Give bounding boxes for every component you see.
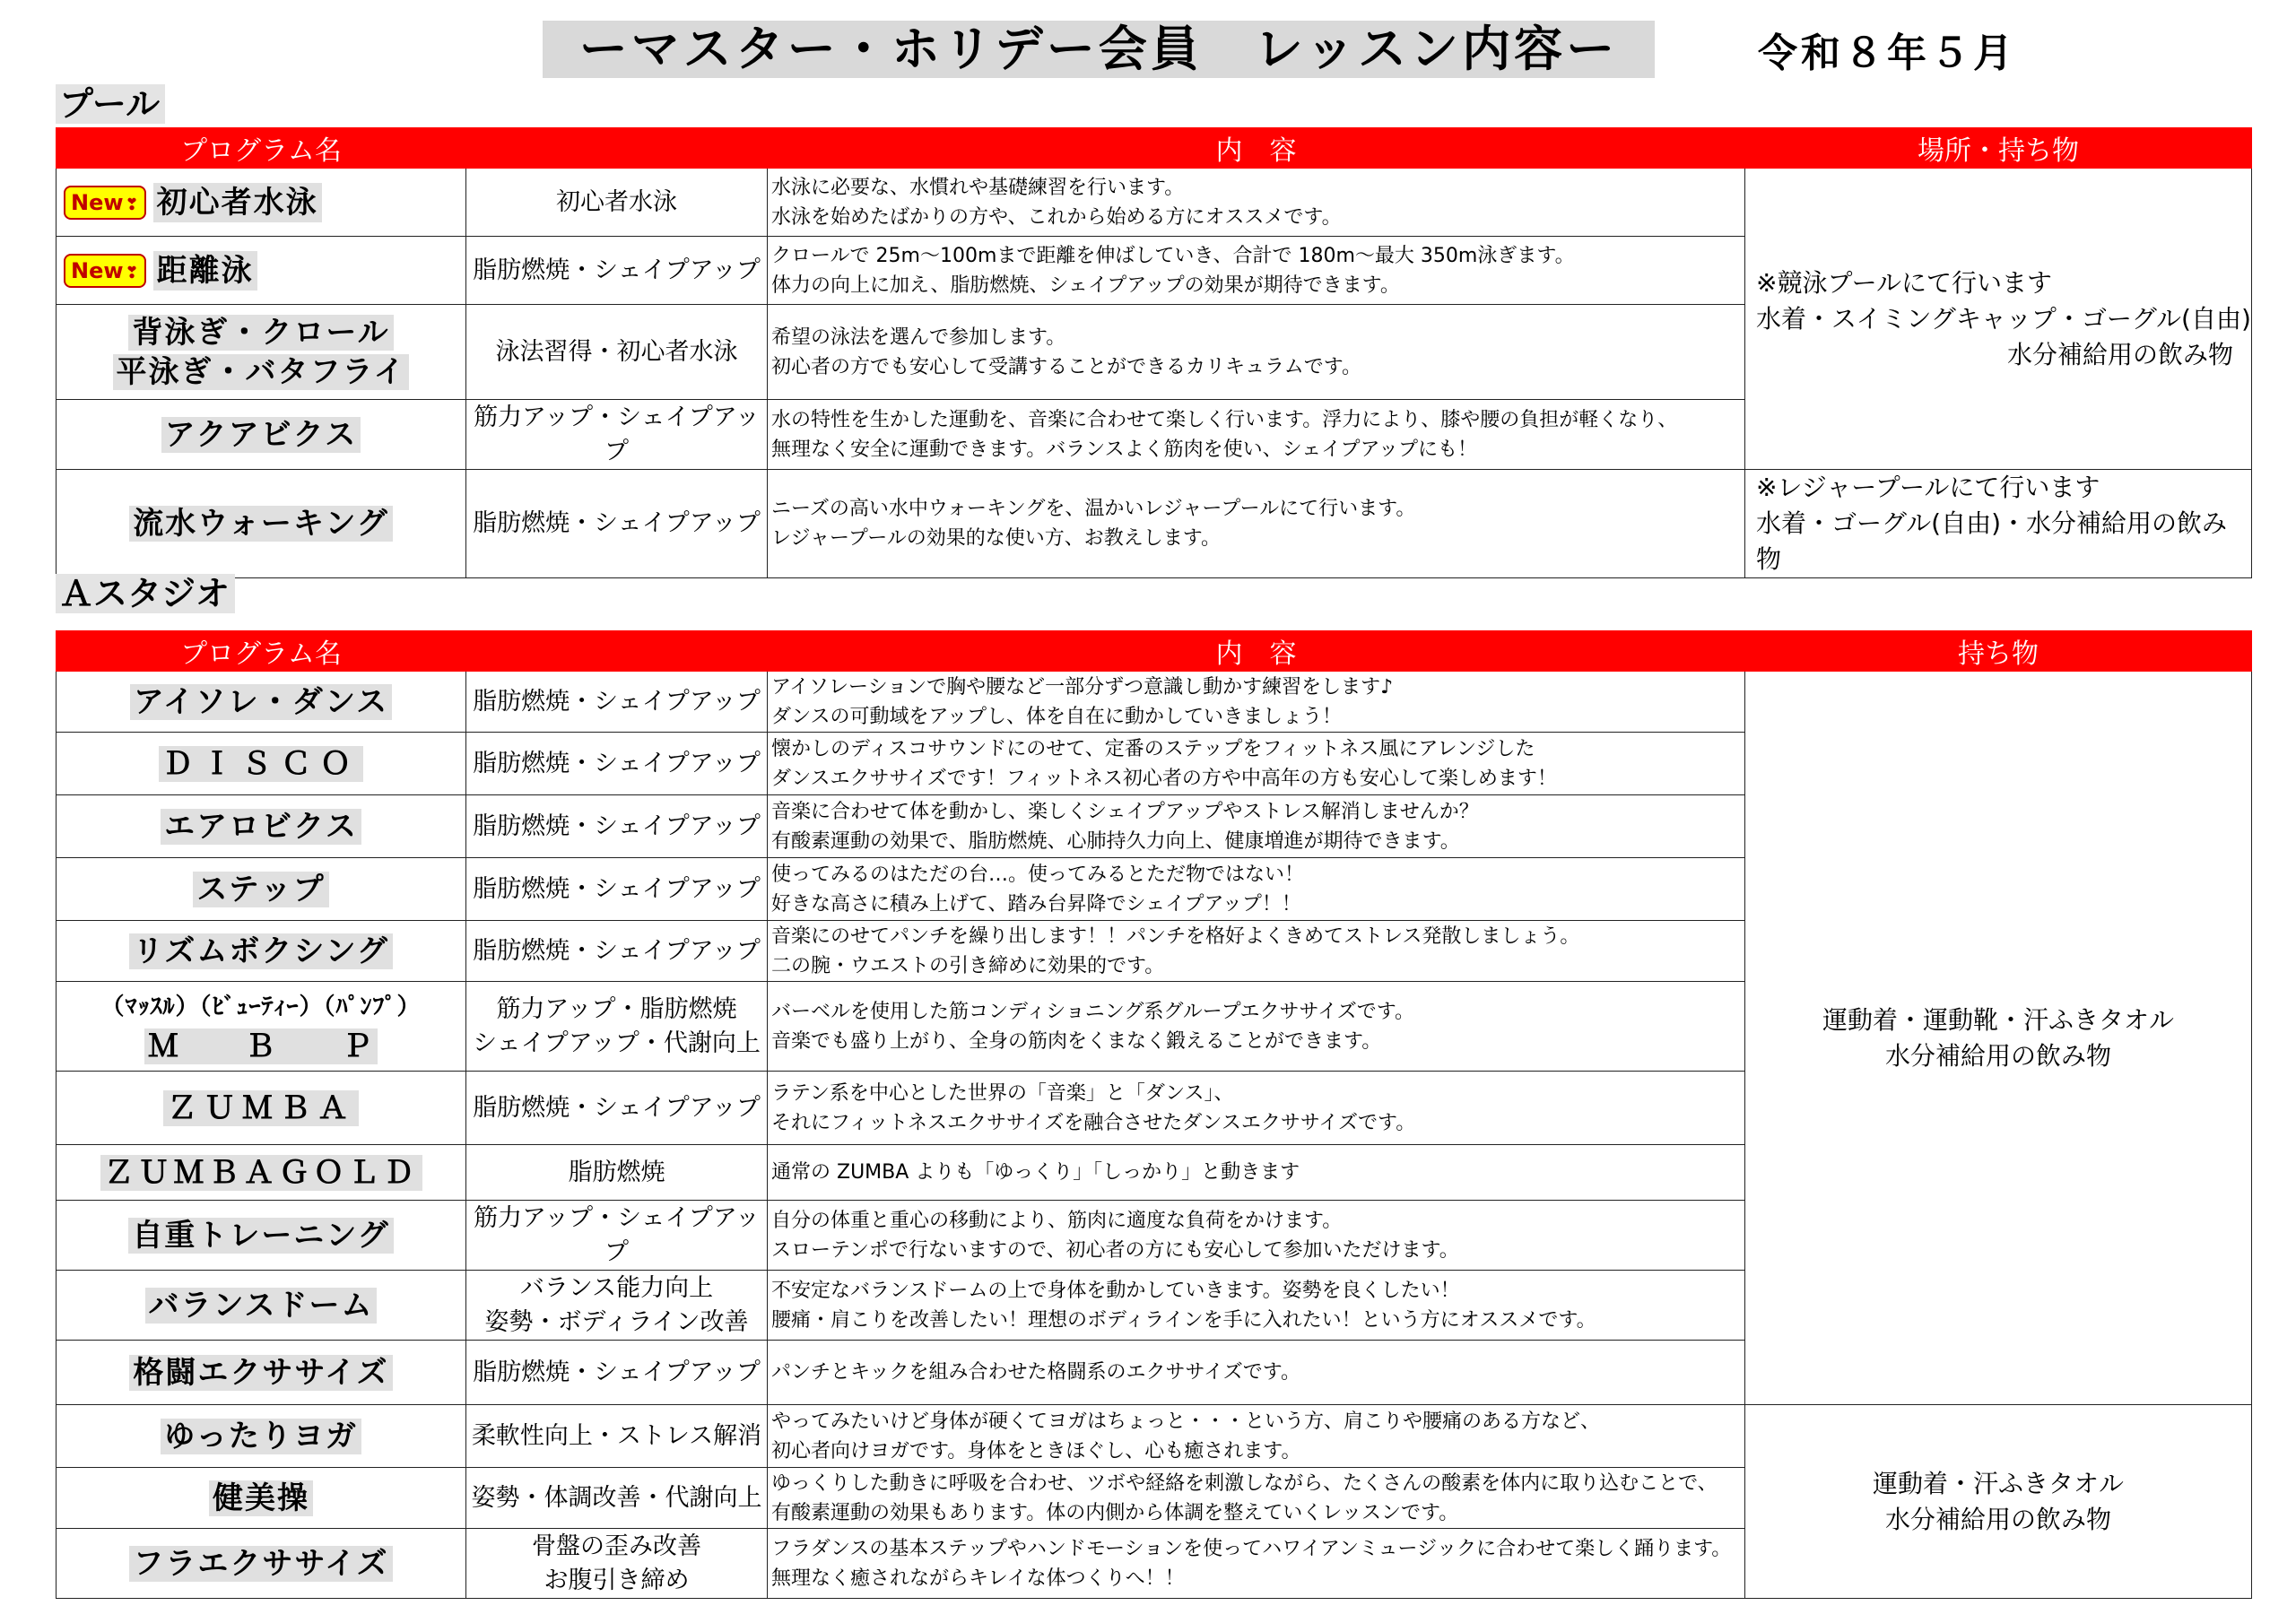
description-line: スローテンポで行ないますので、初心者の方にも安心して参加いただけます。 — [771, 1238, 1459, 1262]
studio-items-cell — [1745, 672, 2252, 1405]
heart-icon: ❣ — [125, 195, 139, 214]
program-effect: 泳法習得・初心者水泳 — [466, 305, 768, 400]
program-effect: 脂肪燃焼・シェイプアップ — [466, 470, 768, 578]
items-line: 運動着・汗ふきタオル — [1872, 1468, 2124, 1498]
program-effect: 筋力アップ・シェイプアップ — [466, 400, 768, 470]
program-effect — [466, 1271, 768, 1341]
program-description — [768, 982, 1745, 1072]
page-title: ーマスター・ホリデー会員 レッスン内容ー — [543, 21, 1655, 78]
pool-table — [56, 127, 2252, 578]
pool-header-row — [57, 128, 2252, 169]
program-description — [768, 1271, 1745, 1341]
items-line: 運動着・運動靴・汗ふきタオル — [1822, 1004, 2174, 1035]
description-line: ニーズの高い水中ウォーキングを、温かいレジャープールにて行います。 — [771, 498, 1416, 520]
place-line: 水着・スイミングキャップ・ゴーグル(自由) — [1756, 303, 2251, 334]
program-name: フラエクササイズ — [129, 1546, 392, 1582]
col-content-header: 内 容 — [768, 128, 1745, 169]
program-name: ＺＵＭＢＡＧＯＬＤ — [100, 1155, 422, 1191]
program-effect: 脂肪燃焼・シェイプアップ — [466, 858, 768, 921]
program-name-sub: （ﾏｯｽﾙ）（ﾋﾞｭｰﾃｨｰ）（ﾊﾟﾝﾌﾟ） — [100, 993, 422, 1020]
program-effect: 脂肪燃焼・シェイプアップ — [466, 733, 768, 795]
place-line: 水着・ゴーグル(自由)・水分補給用の飲み物 — [1756, 508, 2228, 574]
description-line: ダンスエクササイズです！フィットネス初心者の方や中高年の方も安心して楽しめます！ — [771, 767, 1557, 790]
new-badge-label: New — [71, 189, 124, 215]
description-line: バーベルを使用した筋コンディショニング系グループエクササイズです。 — [771, 1000, 1414, 1023]
program-name: ステップ — [193, 872, 328, 907]
studio-items-cell — [1745, 1405, 2252, 1599]
program-description — [768, 733, 1745, 795]
program-description — [768, 858, 1745, 921]
col-program-header: プログラム名 — [57, 631, 466, 672]
table-row — [57, 470, 2252, 578]
program-description — [768, 470, 1745, 578]
description-line: 不安定なバランスドームの上で身体を動かしていきます。姿勢を良くしたい！ — [771, 1279, 1460, 1302]
program-name: Ｍ Ｂ Ｐ — [144, 1028, 378, 1064]
studio-section-title: Ａスタジオ — [56, 574, 235, 613]
description-line: ダンスの可動域をアップし、体を自在に動かしていきましょう！ — [771, 705, 1343, 728]
effect-line: シェイプアップ・代謝向上 — [473, 1028, 761, 1057]
description-line: 有酸素運動の効果もあります。体の内側から体調を整えていくレッスンです。 — [771, 1501, 1459, 1524]
program-name-cell — [57, 169, 466, 237]
program-name-cell — [57, 1145, 466, 1201]
program-name-cell — [57, 795, 466, 858]
description-line: 懐かしのディスコサウンドにのせて、定番のステップをフィットネス風にアレンジした — [771, 737, 1535, 760]
description-line: 初心者の方でも安心して受講することができるカリキュラムです。 — [771, 355, 1362, 378]
program-name-cell — [57, 672, 466, 733]
program-name: アクアビクス — [161, 417, 361, 453]
program-description — [768, 1405, 1745, 1468]
program-effect: 姿勢・体調改善・代謝向上 — [466, 1468, 768, 1529]
program-name: 健美操 — [209, 1480, 313, 1516]
program-name-cell — [57, 1341, 466, 1405]
program-description — [768, 1145, 1745, 1201]
description-line: 体力の向上に加え、脂肪燃焼、シェイプアップの効果が期待できます。 — [771, 273, 1400, 297]
program-name: ＤＩＳＣＯ — [159, 746, 363, 782]
program-effect: 脂肪燃焼・シェイプアップ — [466, 795, 768, 858]
place-line: ※競泳プールにて行います — [1756, 267, 2053, 298]
description-line: 腰痛・肩こりを改善したい！理想のボディラインを手に入れたい！という方にオススメです。 — [771, 1308, 1596, 1332]
place-line: 水分補給用の飲み物 — [2006, 339, 2233, 369]
description-line: それにフィットネスエクササイズを融合させたダンスエクササイズです。 — [771, 1111, 1416, 1134]
program-name: エアロビクス — [161, 809, 361, 845]
new-badge — [64, 186, 146, 220]
program-name: ＺＵＭＢＡ — [163, 1090, 359, 1126]
effect-line: バランス能力向上 — [519, 1273, 714, 1302]
program-description — [768, 1468, 1745, 1529]
new-badge-label: New — [71, 257, 124, 283]
description-line: 無理なく安全に運動できます。バランスよく筋肉を使い、シェイプアップにも！ — [771, 438, 1477, 461]
description-line: フラダンスの基本ステップやハンドモーションを使ってハワイアンミュージックに合わせて楽しく踊ります。 — [771, 1537, 1732, 1560]
description-line: ラテン系を中心とした世界の「音楽」と「ダンス」、 — [771, 1081, 1234, 1105]
pool-section-title: プール — [56, 84, 165, 124]
description-line: 好きな高さに積み上げて、踏み台昇降でシェイプアップ！！ — [771, 892, 1301, 916]
description-line: パンチとキックを組み合わせた格闘系のエクササイズです。 — [771, 1361, 1301, 1384]
description-line: やってみたいけど身体が硬くてヨガはちょっと・・・という方、肩こりや腰痛のある方など、 — [771, 1410, 1601, 1433]
program-effect: 脂肪燃焼・シェイプアップ — [466, 237, 768, 305]
program-description — [768, 1201, 1745, 1271]
program-effect: 脂肪燃焼・シェイプアップ — [466, 1072, 768, 1145]
place-line: ※レジャープールにて行います — [1756, 473, 2100, 502]
program-name: バランスドーム — [145, 1288, 378, 1324]
description-line: 水泳を始めたばかりの方や、これから始める方にオススメです。 — [771, 205, 1342, 229]
program-description — [768, 1341, 1745, 1405]
program-name: 背泳ぎ・クロール — [128, 315, 393, 351]
program-name-cell — [57, 305, 466, 400]
program-name: 格闘エクササイズ — [129, 1355, 392, 1391]
effect-line: 骨盤の歪み改善 — [532, 1532, 701, 1560]
program-effect: 柔軟性向上・ストレス解消 — [466, 1405, 768, 1468]
program-effect: 脂肪燃焼・シェイプアップ — [466, 672, 768, 733]
program-name-cell — [57, 400, 466, 470]
description-line: レジャープールの効果的な使い方、お教えします。 — [771, 527, 1222, 550]
program-description — [768, 1072, 1745, 1145]
items-line: 水分補給用の飲み物 — [1884, 1040, 2111, 1071]
col-effect-header — [466, 631, 768, 672]
program-name: 距離泳 — [153, 251, 257, 291]
program-name: アイソレ・ダンス — [130, 684, 392, 720]
pool-place-cell — [1745, 169, 2252, 470]
program-effect — [466, 982, 768, 1072]
program-effect: 脂肪燃焼 — [466, 1145, 768, 1201]
program-name: ゆったりヨガ — [161, 1419, 361, 1454]
col-place-header: 場所・持ち物 — [1745, 128, 2252, 169]
description-line: 自分の体重と重心の移動により、筋肉に適度な負荷をかけます。 — [771, 1209, 1343, 1232]
program-name-cell — [57, 1529, 466, 1599]
program-description — [768, 672, 1745, 733]
table-row — [57, 1405, 2252, 1468]
program-name-cell — [57, 1072, 466, 1145]
program-name: 流水ウォーキング — [129, 506, 393, 542]
program-description — [768, 400, 1745, 470]
items-line: 水分補給用の飲み物 — [1884, 1504, 2111, 1534]
studio-header-row — [57, 631, 2252, 672]
program-name-cell — [57, 1405, 466, 1468]
program-effect: 脂肪燃焼・シェイプアップ — [466, 1341, 768, 1405]
program-name: 初心者水泳 — [153, 183, 322, 222]
description-line: 音楽でも盛り上がり、全身の筋肉をくまなく鍛えることができます。 — [771, 1029, 1382, 1053]
heart-icon: ❣ — [125, 263, 139, 282]
effect-line: 筋力アップ・脂肪燃焼 — [496, 994, 737, 1023]
col-items-header: 持ち物 — [1745, 631, 2252, 672]
description-line: 水の特性を生かした運動を、音楽に合わせて楽しく行います。浮力により、膝や腰の負担が軽くなり、 — [771, 408, 1678, 431]
description-line: クロールで 25m～100mまで距離を伸ばしていき、合計で 180m～最大 350m泳ぎます。 — [771, 244, 1575, 267]
program-name-cell — [57, 982, 466, 1072]
program-effect: 脂肪燃焼・シェイプアップ — [466, 921, 768, 982]
program-effect: 初心者水泳 — [466, 169, 768, 237]
description-line: アイソレーションで胸や腰など一部分ずつ意識し動かす練習をします♪ — [771, 675, 1394, 699]
program-description — [768, 169, 1745, 237]
program-name: 平泳ぎ・バタフライ — [113, 354, 410, 390]
program-effect — [466, 1529, 768, 1599]
description-line: 無理なく癒されながらキレイな体つくりへ！！ — [771, 1567, 1185, 1590]
table-row — [57, 169, 2252, 237]
description-line: 使ってみるのはただの台…。使ってみるとただ物ではない！ — [771, 863, 1305, 886]
description-line: 有酸素運動の効果で、脂肪燃焼、心肺持久力向上、健康増進が期待できます。 — [771, 829, 1460, 853]
description-line: 水泳に必要な、水慣れや基礎練習を行います。 — [771, 176, 1185, 199]
table-row — [57, 672, 2252, 733]
col-content-header: 内 容 — [768, 631, 1745, 672]
program-name-cell — [57, 921, 466, 982]
description-line: 希望の泳法を選んで参加します。 — [771, 325, 1066, 349]
program-name-cell — [57, 733, 466, 795]
new-badge — [64, 254, 146, 288]
program-name-cell — [57, 237, 466, 305]
effect-line: お腹引き締め — [544, 1566, 690, 1594]
program-description — [768, 795, 1745, 858]
program-description — [768, 1529, 1745, 1599]
page-date: 令和８年５月 — [1758, 30, 2016, 76]
program-description — [768, 921, 1745, 982]
program-name-cell — [57, 1201, 466, 1271]
program-name-cell — [57, 470, 466, 578]
pool-place-cell — [1745, 470, 2252, 578]
col-effect-header — [466, 128, 768, 169]
description-line: 音楽にのせてパンチを繰り出します！！パンチを格好よくきめてストレス発散しましょう。 — [771, 924, 1580, 948]
effect-line: 姿勢・ボディライン改善 — [484, 1307, 749, 1336]
program-name: リズムボクシング — [129, 933, 393, 969]
program-description — [768, 305, 1745, 400]
description-line: 二の腕・ウエストの引き締めに効果的です。 — [771, 954, 1165, 977]
description-line: 初心者向けヨガです。身体をときほぐし、心も癒されます。 — [771, 1439, 1301, 1462]
description-line: 音楽に合わせて体を動かし、楽しくシェイプアップやストレス解消しませんか？ — [771, 800, 1479, 823]
program-description — [768, 237, 1745, 305]
description-line: 通常の ZUMBA よりも「ゆっくり」「しっかり」と動きます — [771, 1161, 1300, 1184]
description-line: ゆっくりした動きに呼吸を合わせ、ツボや経絡を刺激しながら、たくさんの酸素を体内に取り込むことで、 — [771, 1471, 1718, 1495]
program-effect: 筋力アップ・シェイプアップ — [466, 1201, 768, 1271]
program-name-cell — [57, 1468, 466, 1529]
program-name-cell — [57, 1271, 466, 1341]
col-program-header: プログラム名 — [57, 128, 466, 169]
program-name: 自重トレーニング — [128, 1218, 393, 1254]
program-name-cell — [57, 858, 466, 921]
studio-table — [56, 630, 2252, 1599]
